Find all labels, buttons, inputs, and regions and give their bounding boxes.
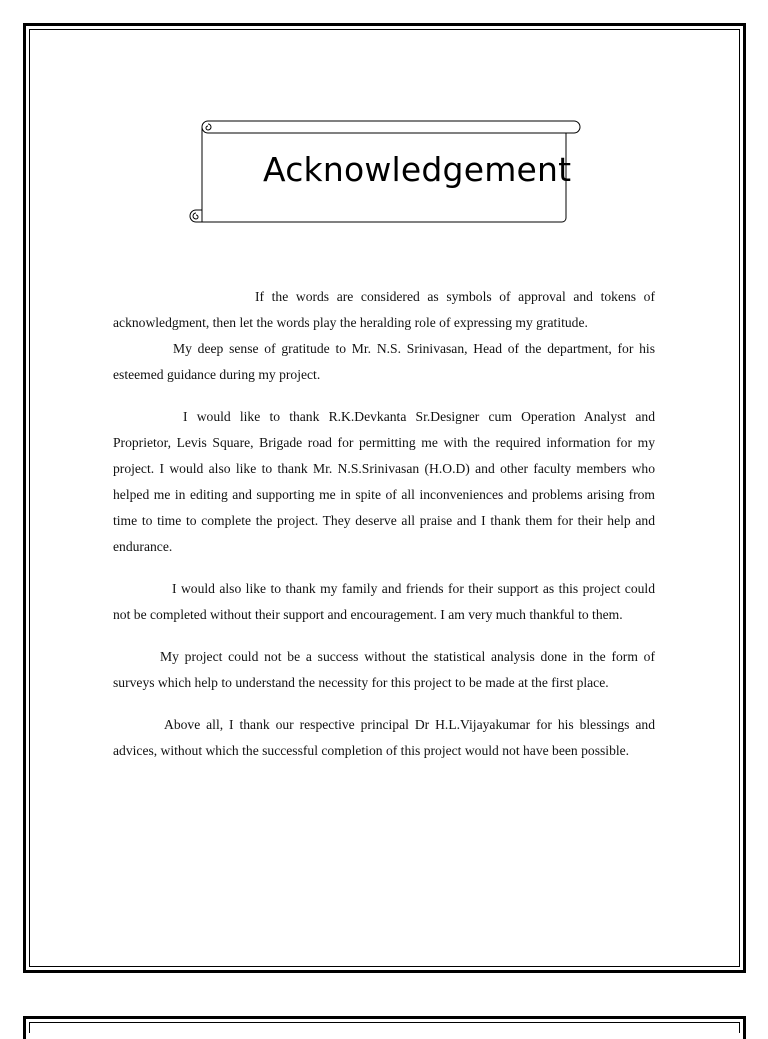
- paragraph-6: Above all, I thank our respective principal Dr H.L.Vijayakumar for his blessings and advices, without which the successful completion of this project would not have been possible.: [113, 717, 655, 758]
- paragraph-3: I would like to thank R.K.Devkanta Sr.Designer cum Operation Analyst and Proprietor, Levis Square, Brigade road for permitting me with the required information for my project. I would also like to thank Mr. N.S.Srinivasan (H.O.D) and other faculty members who helped me in editing and supporting me in spite of all inconveniences and problems arising from time to time to complete the project. They deserve all praise and I thank them for their help and endurance.: [113, 409, 655, 554]
- page-title: Acknowledgement: [263, 150, 572, 189]
- paragraph-5: My project could not be a success without the statistical analysis done in the form of surveys which help to understand the necessity for this project to be made at the first place.: [113, 649, 655, 690]
- paragraph-2: My deep sense of gratitude to Mr. N.S. Srinivasan, Head of the department, for his esteemed guidance during my project.: [113, 341, 655, 382]
- paragraph-1: If the words are considered as symbols of approval and tokens of acknowledgment, then let the words play the heralding role of expressing my gratitude.: [113, 289, 655, 330]
- paragraph-4: I would also like to thank my family and friends for their support as this project could not be completed without their support and encouragement. I am very much thankful to them.: [113, 581, 655, 622]
- acknowledgement-body: [113, 284, 655, 764]
